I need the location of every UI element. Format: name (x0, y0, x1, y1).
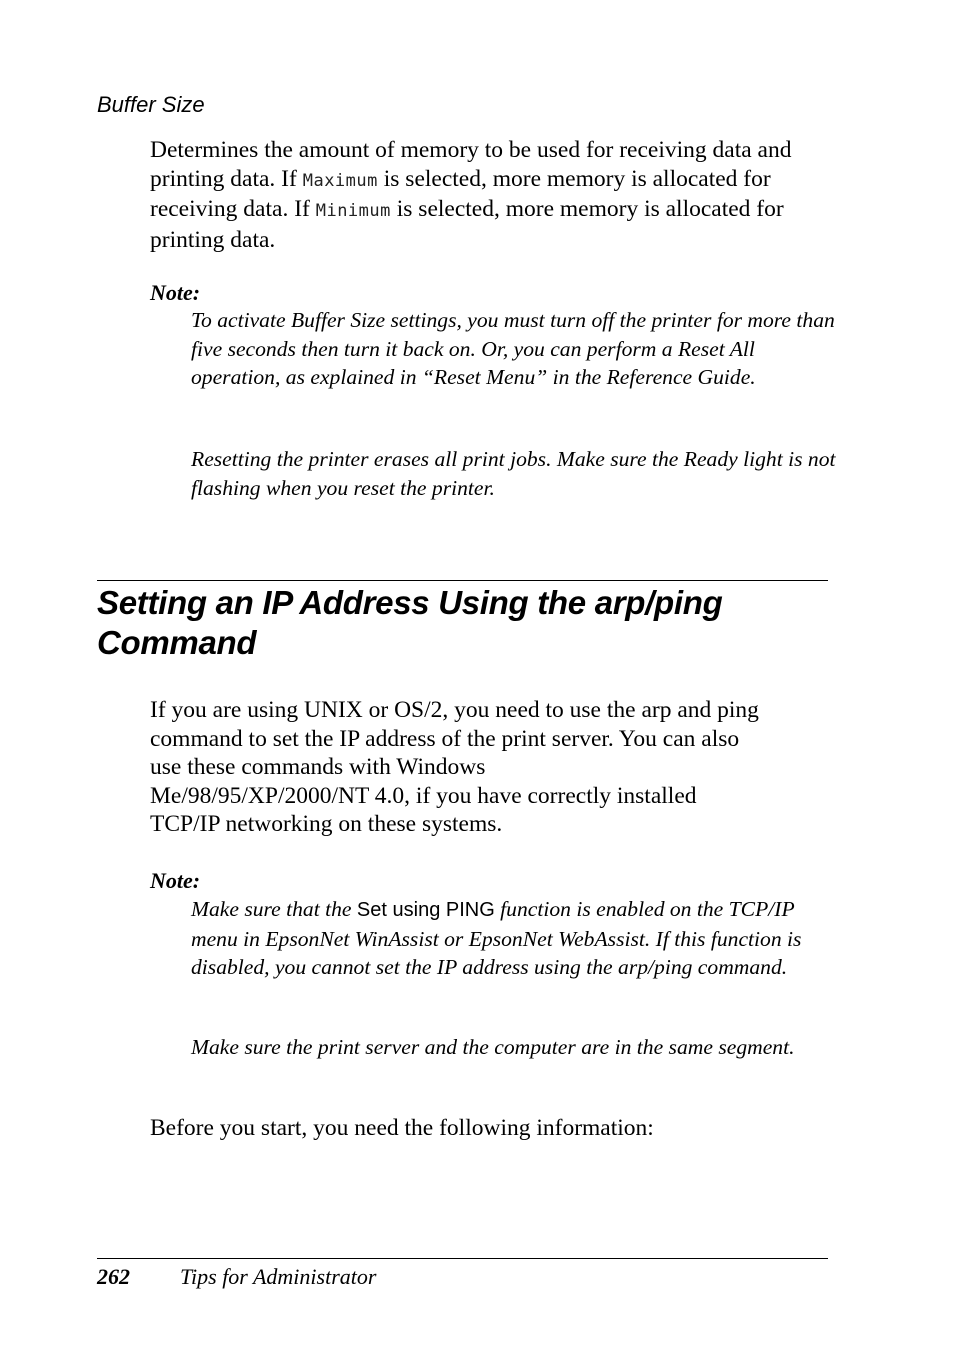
ip-heading-line2: Command (97, 624, 257, 661)
page-number: 262 (97, 1264, 130, 1289)
buffer-size-description (150, 136, 840, 254)
ip-heading-line1: Setting an IP Address Using the arp/ping (97, 584, 723, 621)
ip-desc-line2: command to set the IP address of the print server. You can also (150, 725, 740, 752)
ip-note-ping-part1: Make sure that the (191, 897, 357, 921)
set-using-ping-label: Set using PING (356, 899, 495, 921)
buffer-desc-part3: is selected, more memory is allocated for printing data. (150, 196, 784, 253)
ip-desc-line1: If you are using UNIX or OS/2, you need to use the arp and ping (150, 697, 759, 723)
footer-rule (97, 1258, 828, 1259)
ip-section-heading (97, 583, 837, 663)
buffer-note-reset: Resetting the printer erases all print jobs. Make sure the Ready light is not flashing when you reset the printer. (191, 447, 836, 500)
ip-note-ping-part2: function is enabled on the TCP/IP menu in EpsonNet WinAssist or EpsonNet WebAssist. If this function is disabled, you cannot set the IP address using the arp/ping command. (191, 897, 802, 980)
buffer-note-label: Note: (150, 280, 201, 305)
ip-desc-line4: Me/98/95/XP/2000/NT 4.0, if you have correctly installed (150, 782, 697, 809)
ip-desc-line5: TCP/IP networking on these systems. (150, 811, 503, 838)
buffer-desc-part1: Determines the amount of memory to be used for receiving data and printing data. If (150, 137, 792, 192)
footer-chapter-title: Tips for Administrator (180, 1264, 377, 1289)
before-start-text: Before you start, you need the following information: (150, 1115, 654, 1141)
ip-note-segment: Make sure the print server and the computer are in the same segment. (191, 1035, 795, 1059)
ip-section-description (150, 696, 840, 839)
buffer-note-activate: To activate Buffer Size settings, you must turn off the printer for more than five seconds then turn it back on. Or, you can perform a Reset All operation, as explained in “Reset Menu” in the Reference Guide. (191, 308, 835, 390)
ip-note-label: Note: (150, 868, 201, 893)
minimum-option-code: Minimum (315, 201, 391, 222)
section-rule-top (97, 580, 828, 581)
ip-note-ping (191, 895, 841, 982)
maximum-option-code: Maximum (302, 170, 378, 191)
buffer-desc-part2: is selected, more memory is allocated for receiving data. If (150, 165, 771, 223)
ip-desc-line3: use these commands with Windows (150, 754, 486, 781)
buffer-size-heading: Buffer Size (97, 92, 205, 117)
